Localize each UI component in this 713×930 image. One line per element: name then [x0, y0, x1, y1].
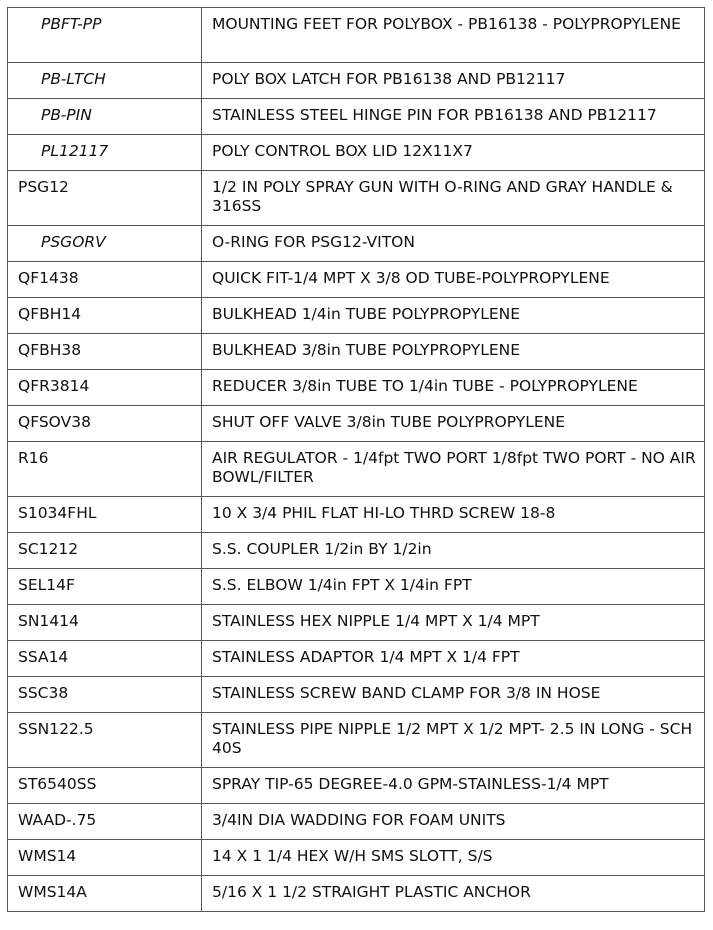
part-number-cell: ST6540SS [8, 768, 202, 804]
table-row [8, 298, 705, 334]
part-number-cell: PB-LTCH [8, 63, 202, 99]
part-description-cell: 5/16 X 1 1/2 STRAIGHT PLASTIC ANCHOR [202, 876, 705, 912]
table-row [8, 135, 705, 171]
part-description-cell: MOUNTING FEET FOR POLYBOX - PB16138 - POLYPROPYLENE [202, 8, 705, 63]
table-row [8, 226, 705, 262]
part-description-cell: STAINLESS ADAPTOR 1/4 MPT X 1/4 FPT [202, 641, 705, 677]
part-description-cell: 14 X 1 1/4 HEX W/H SMS SLOTT, S/S [202, 840, 705, 876]
table-row [8, 768, 705, 804]
part-number-cell: PB-PIN [8, 99, 202, 135]
table-row [8, 334, 705, 370]
part-description-cell: POLY BOX LATCH FOR PB16138 AND PB12117 [202, 63, 705, 99]
table-row [8, 605, 705, 641]
part-number-cell: SC1212 [8, 533, 202, 569]
part-number-cell: PSG12 [8, 171, 202, 226]
part-description-cell: 10 X 3/4 PHIL FLAT HI-LO THRD SCREW 18-8 [202, 497, 705, 533]
table-row [8, 804, 705, 840]
part-number-cell: SN1414 [8, 605, 202, 641]
part-description-cell: SHUT OFF VALVE 3/8in TUBE POLYPROPYLENE [202, 406, 705, 442]
table-row [8, 99, 705, 135]
table-row [8, 262, 705, 298]
table-row [8, 641, 705, 677]
table-row [8, 569, 705, 605]
parts-table [7, 7, 705, 912]
part-number-cell: PBFT-PP [8, 8, 202, 63]
table-row [8, 677, 705, 713]
part-number-cell: R16 [8, 442, 202, 497]
part-description-cell: S.S. ELBOW 1/4in FPT X 1/4in FPT [202, 569, 705, 605]
table-row [8, 713, 705, 768]
parts-table-body [8, 8, 705, 912]
part-number-cell: SSA14 [8, 641, 202, 677]
part-description-cell: S.S. COUPLER 1/2in BY 1/2in [202, 533, 705, 569]
part-number-cell: PL12117 [8, 135, 202, 171]
part-number-cell: SEL14F [8, 569, 202, 605]
part-number-cell: QFSOV38 [8, 406, 202, 442]
part-description-cell: STAINLESS PIPE NIPPLE 1/2 MPT X 1/2 MPT- 2.5 IN LONG - SCH 40S [202, 713, 705, 768]
part-description-cell: REDUCER 3/8in TUBE TO 1/4in TUBE - POLYPROPYLENE [202, 370, 705, 406]
part-description-cell: STAINLESS STEEL HINGE PIN FOR PB16138 AND PB12117 [202, 99, 705, 135]
part-number-cell: SSC38 [8, 677, 202, 713]
part-number-cell: PSGORV [8, 226, 202, 262]
part-description-cell: BULKHEAD 1/4in TUBE POLYPROPYLENE [202, 298, 705, 334]
table-row [8, 840, 705, 876]
part-description-cell: QUICK FIT-1/4 MPT X 3/8 OD TUBE-POLYPROPYLENE [202, 262, 705, 298]
part-description-cell: POLY CONTROL BOX LID 12X11X7 [202, 135, 705, 171]
part-number-cell: QFBH14 [8, 298, 202, 334]
part-number-cell: WMS14A [8, 876, 202, 912]
part-number-cell: WAAD-.75 [8, 804, 202, 840]
part-description-cell: STAINLESS SCREW BAND CLAMP FOR 3/8 IN HOSE [202, 677, 705, 713]
part-description-cell: AIR REGULATOR - 1/4fpt TWO PORT 1/8fpt TWO PORT - NO AIR BOWL/FILTER [202, 442, 705, 497]
table-row [8, 370, 705, 406]
part-description-cell: 3/4IN DIA WADDING FOR FOAM UNITS [202, 804, 705, 840]
table-row [8, 533, 705, 569]
part-number-cell: S1034FHL [8, 497, 202, 533]
table-row [8, 406, 705, 442]
part-number-cell: QFBH38 [8, 334, 202, 370]
table-row [8, 497, 705, 533]
part-number-cell: QF1438 [8, 262, 202, 298]
part-number-cell: QFR3814 [8, 370, 202, 406]
table-row [8, 8, 705, 63]
part-number-cell: SSN122.5 [8, 713, 202, 768]
table-row [8, 63, 705, 99]
table-row [8, 442, 705, 497]
part-description-cell: O-RING FOR PSG12-VITON [202, 226, 705, 262]
part-description-cell: SPRAY TIP-65 DEGREE-4.0 GPM-STAINLESS-1/4 MPT [202, 768, 705, 804]
part-description-cell: 1/2 IN POLY SPRAY GUN WITH O-RING AND GRAY HANDLE & 316SS [202, 171, 705, 226]
part-description-cell: STAINLESS HEX NIPPLE 1/4 MPT X 1/4 MPT [202, 605, 705, 641]
table-row [8, 171, 705, 226]
table-row [8, 876, 705, 912]
part-description-cell: BULKHEAD 3/8in TUBE POLYPROPYLENE [202, 334, 705, 370]
part-number-cell: WMS14 [8, 840, 202, 876]
